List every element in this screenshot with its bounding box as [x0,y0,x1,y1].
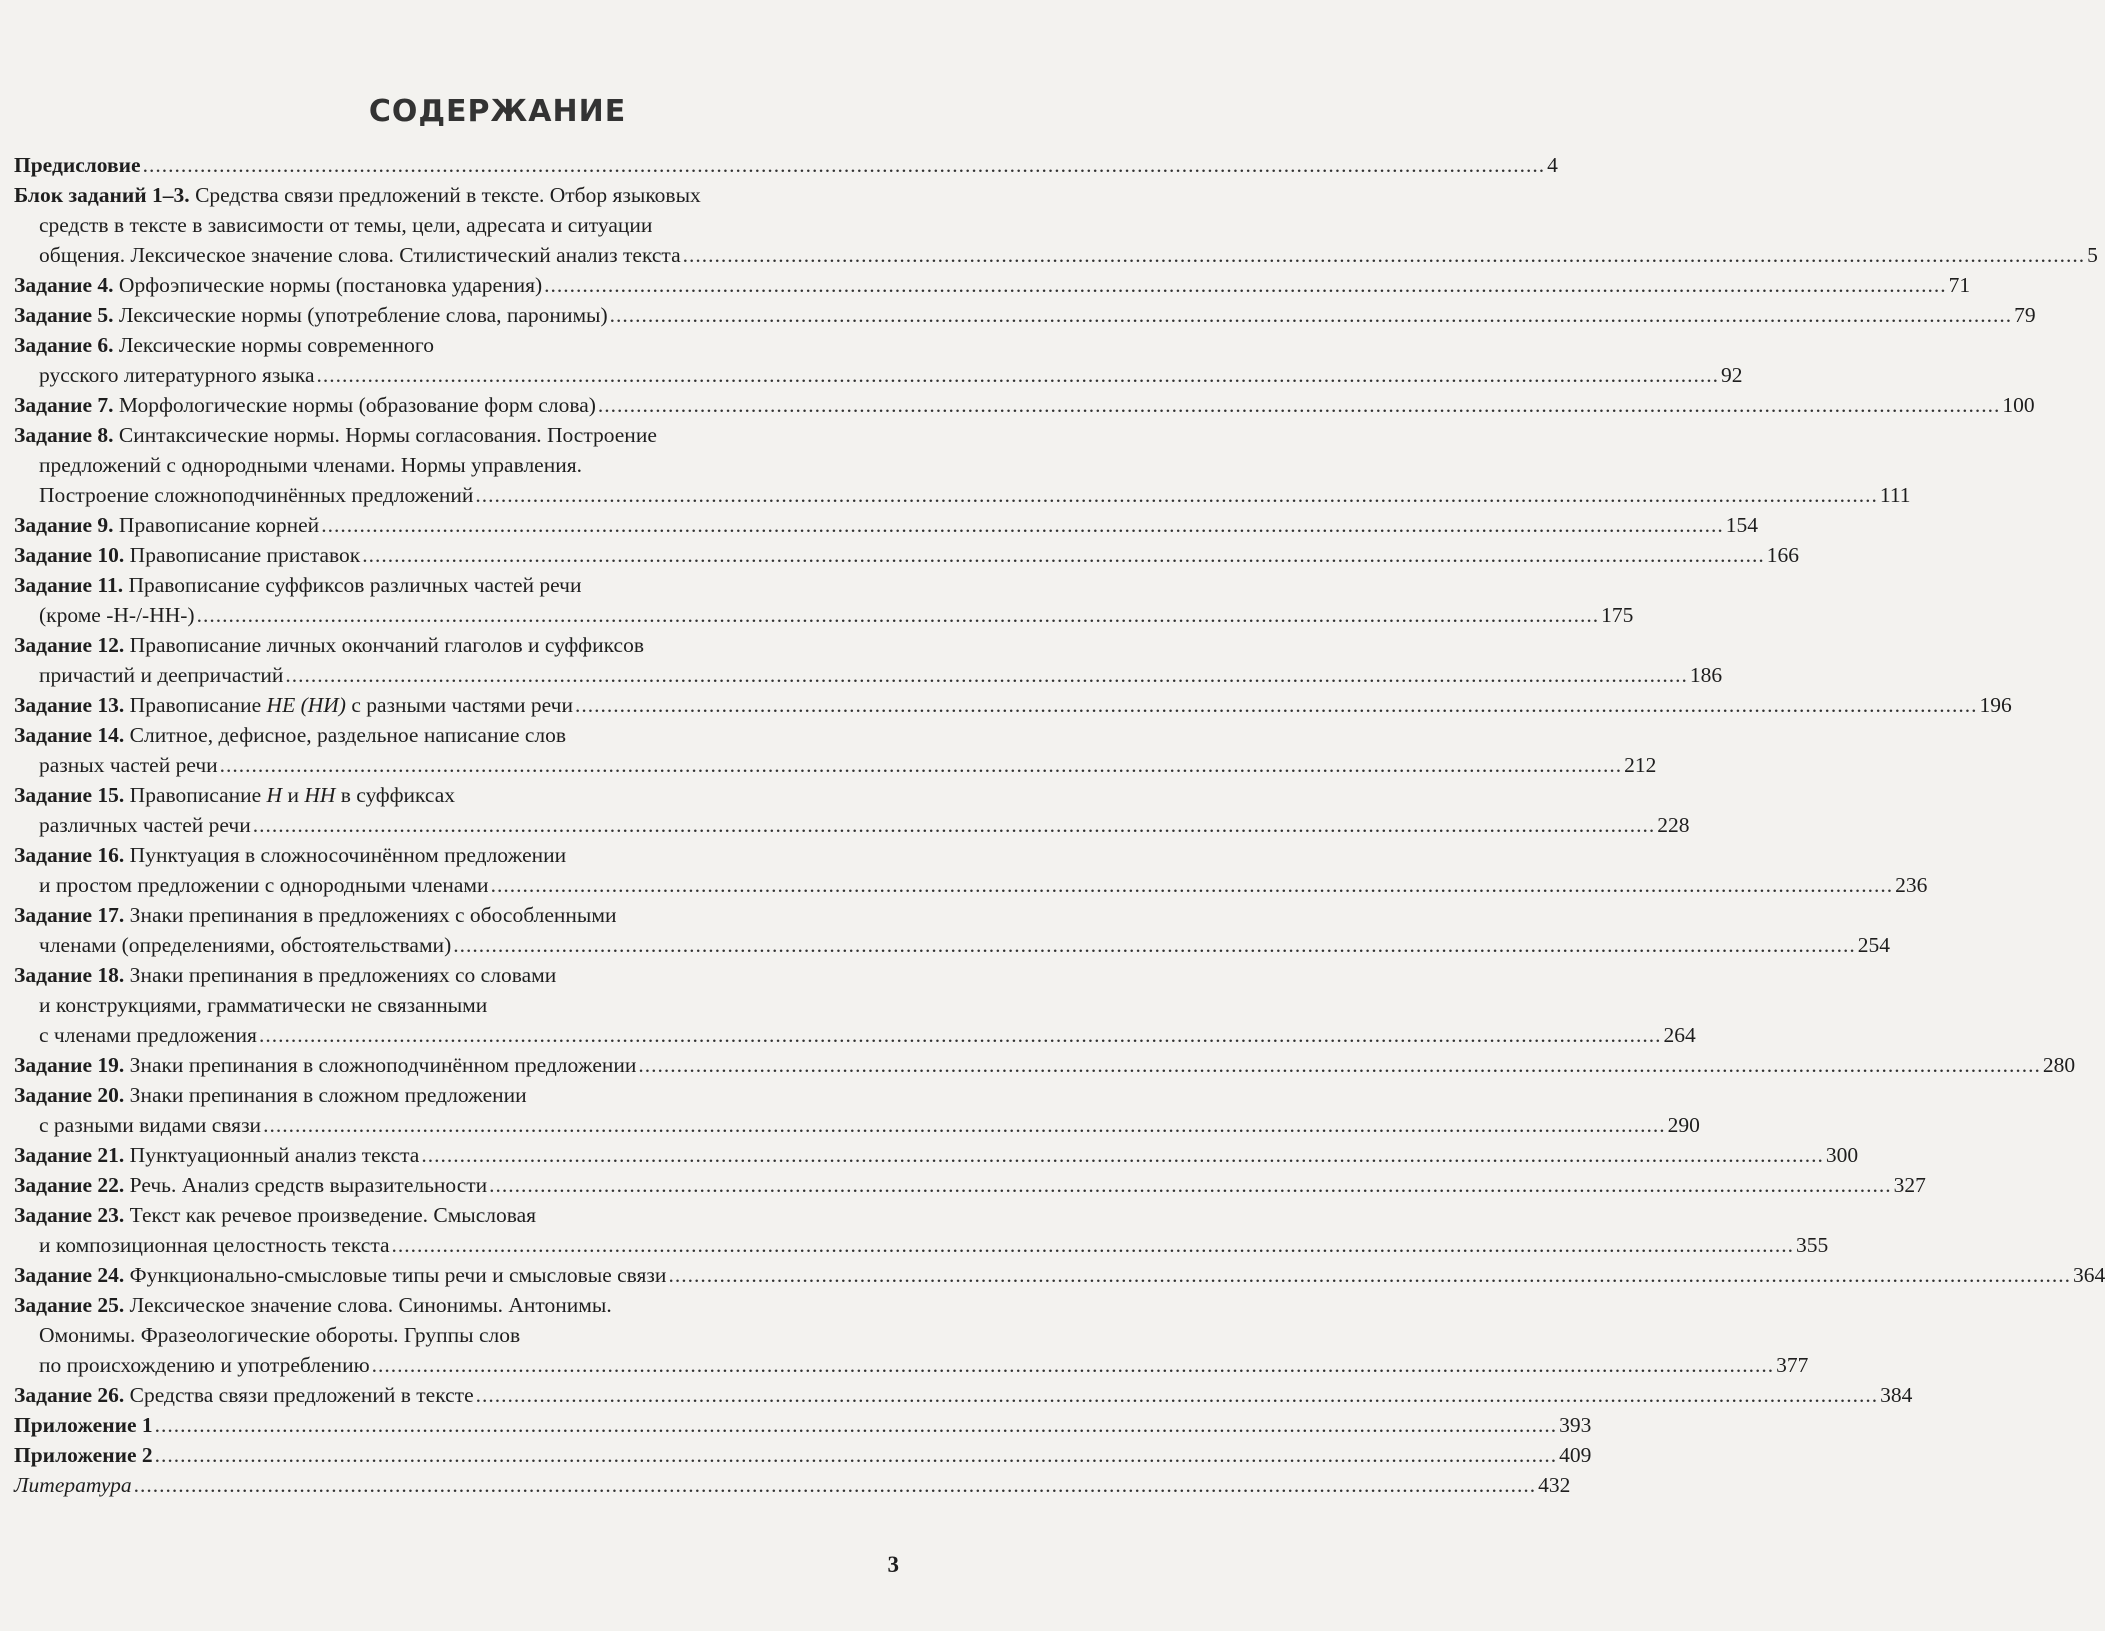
toc-line [14,840,903,870]
toc-entry-text: Средства связи предложений в тексте [124,1383,474,1407]
toc-line [14,1410,1592,1440]
toc-entry[interactable] [14,420,1911,510]
toc-line [14,240,2098,270]
table-of-contents [14,150,2105,1500]
toc-page-number: 355 [1796,1233,1829,1257]
toc-entry-label: Задание 4. [14,273,114,297]
dot-leader: ............................................................................................................................................................................................................................ [154,1413,1558,1437]
toc-entry-label: Задание 25. [14,1293,125,1317]
toc-line [14,1230,1829,1260]
toc-entry[interactable] [14,1080,1700,1140]
toc-entry-text: Морфологические нормы (образование форм слова) [113,393,596,417]
toc-entry-text: (кроме -Н-/-НН-) [39,603,195,627]
toc-line-text [39,930,451,960]
toc-entry-label: Задание 20. [14,1083,125,1107]
toc-line [14,870,1928,900]
toc-entry[interactable] [14,180,2098,270]
toc-entry[interactable] [14,1050,2076,1080]
toc-entry-text: Слитное, дефисное, раздельное написание слов [124,723,567,747]
toc-line [14,1140,1859,1170]
toc-line-text [14,1170,487,1200]
toc-entry-text: с членами предложения [39,1023,257,1047]
toc-line [14,960,903,990]
toc-entry-label: Задание 9. [14,513,114,537]
toc-line [14,1200,903,1230]
toc-line-text [39,1230,390,1260]
toc-entry-text: Орфоэпические нормы (постановка ударения) [113,273,543,297]
toc-line-text [14,1380,474,1410]
toc-entry-label: Задание 19. [14,1053,125,1077]
toc-line-text [39,240,681,270]
toc-page-number: 92 [1721,363,1743,387]
toc-entry-text: Правописание личных окончаний глаголов и суффиксов [124,633,644,657]
dot-leader: ............................................................................................................................................................................................................................ [219,753,1623,777]
toc-line [14,300,2036,330]
toc-line-text [14,1083,527,1107]
toc-page-number: 364 [2072,1263,2105,1287]
toc-page-number: 409 [1559,1443,1592,1467]
toc-entry[interactable] [14,540,1799,570]
toc-line [14,540,1799,570]
toc-line [14,330,903,360]
toc-page-number: 79 [2014,303,2036,327]
toc-entry-text: Знаки препинания в предложениях со словами [124,963,557,987]
toc-line-text [14,1410,153,1440]
toc-entry[interactable] [14,390,2035,420]
toc-line-text [14,300,608,330]
dot-leader: ............................................................................................................................................................................................................................ [316,363,1719,387]
toc-line-text [14,540,360,570]
toc-entry-text: Средства связи предложений в тексте. Отбор языковых [189,183,701,207]
toc-page-number: 4 [1547,153,1558,177]
toc-entry-text: Пунктуация в сложносочинённом предложении [124,843,567,867]
toc-entry-text: Правописание НЕ (НИ) с разными частями речи [124,693,573,717]
toc-entry[interactable] [14,150,1558,180]
dot-leader: ............................................................................................................................................................................................................................ [258,1023,1662,1047]
toc-line [14,750,1657,780]
toc-entry[interactable] [14,300,2036,330]
toc-entry-text: по происхождению и употреблению [39,1353,370,1377]
toc-entry-text: Лексическое значение слова. Синонимы. Антонимы. [124,1293,612,1317]
toc-line [14,780,903,810]
toc-page-number: 393 [1559,1413,1592,1437]
toc-entry-text: общения. Лексическое значение слова. Стилистический анализ текста [39,243,681,267]
toc-page-number: 154 [1725,513,1758,537]
toc-entry[interactable] [14,1200,1829,1260]
toc-entry-text: причастий и деепричастий [39,663,284,687]
dot-leader: ............................................................................................................................................................................................................................ [544,273,1947,297]
toc-page-number: 71 [1948,273,1971,297]
toc-page-number: 175 [1601,603,1634,627]
toc-entry-label: Задание 11. [14,573,124,597]
toc-line [14,150,1558,180]
toc-entry-label: Приложение 1 [14,1413,153,1437]
toc-line [14,930,1890,960]
toc-entry-label: Задание 6. [14,333,114,357]
toc-line-text [39,360,315,390]
toc-line [14,1440,1592,1470]
toc-line-text [14,270,542,300]
toc-page-number: 327 [1893,1173,1926,1197]
toc-line-text [14,1140,419,1170]
dot-leader: ............................................................................................................................................................................................................................ [321,513,1724,537]
toc-line [14,1110,1700,1140]
dot-leader: ............................................................................................................................................................................................................................ [133,1473,1537,1497]
toc-line-text [39,870,489,900]
toc-entry-text: Правописание корней [113,513,320,537]
toc-line-text [39,1350,370,1380]
toc-entry-text: Речь. Анализ средств выразительности [124,1173,488,1197]
toc-entry-text: Омонимы. Фразеологические обороты. Группы слов [39,1323,521,1347]
toc-entry-label: Задание 12. [14,633,125,657]
toc-entry-text: Правописание суффиксов различных частей речи [123,573,582,597]
toc-entry-text: Построение сложноподчинённых предложений [39,483,474,507]
toc-entry-text: Знаки препинания в сложноподчинённом предложении [124,1053,637,1077]
toc-entry-label: Задание 23. [14,1203,125,1227]
toc-entry[interactable] [14,1470,1571,1500]
toc-entry-label: Блок заданий 1–3. [14,183,190,207]
toc-line [14,1260,2105,1290]
toc-entry[interactable] [14,1440,1592,1470]
toc-entry[interactable] [14,510,1758,540]
toc-line [14,810,1690,840]
dot-leader: ............................................................................................................................................................................................................................ [252,813,1656,837]
dot-leader: ............................................................................................................................................................................................................................ [609,303,2013,327]
toc-entry[interactable] [14,1170,1926,1200]
toc-line [14,570,903,600]
toc-line [14,900,903,930]
toc-page-number: 100 [2002,393,2035,417]
toc-entry-text: Правописание Н и НН в суффиксах [124,783,456,807]
toc-entry[interactable] [14,1290,1809,1380]
toc-entry[interactable] [14,900,1890,960]
toc-page-number: 254 [1857,933,1890,957]
toc-entry-label: Литература [14,1473,132,1497]
toc-line-text [14,510,319,540]
toc-entry-label: Задание 17. [14,903,125,927]
dot-leader: ............................................................................................................................................................................................................................ [490,873,1894,897]
toc-entry-label: Задание 21. [14,1143,125,1167]
toc-entry-label: Предисловие [14,153,141,177]
toc-entry-text: разных частей речи [39,753,218,777]
toc-line [14,390,2035,420]
toc-line-text [39,1323,520,1347]
toc-entry-label: Задание 10. [14,543,125,567]
toc-page-number: 280 [2042,1053,2076,1077]
toc-line [14,600,1634,630]
toc-line-text [14,573,582,597]
toc-entry-label: Задание 15. [14,783,125,807]
toc-entry-text: различных частей речи [39,813,251,837]
toc-line [14,1320,903,1350]
toc-line-text [14,1260,666,1290]
toc-line [14,480,1911,510]
toc-line [14,660,1723,690]
toc-entry[interactable] [14,690,2012,720]
toc-entry-text: с разными видами связи [39,1113,262,1137]
toc-line [14,690,2012,720]
toc-entry[interactable] [14,1380,1913,1410]
dot-leader: ............................................................................................................................................................................................................................ [638,1053,2041,1077]
toc-line-text [14,783,455,807]
toc-line-text [14,903,616,927]
toc-entry-text: и композиционная целостность текста [39,1233,390,1257]
dot-leader: ............................................................................................................................................................................................................................ [362,543,1765,567]
toc-line-text [14,150,141,180]
toc-entry-text: русского литературного языка [39,363,315,387]
toc-entry[interactable] [14,570,1634,630]
toc-entry-text: Лексические нормы (употребление слова, паронимы) [113,303,608,327]
toc-entry-text: Лексические нормы современного [113,333,434,357]
toc-entry-text: членами (определениями, обстоятельствами) [39,933,452,957]
toc-entry-text: Текст как речевое произведение. Смысловая [124,1203,537,1227]
toc-page-number: 384 [1880,1383,1913,1407]
toc-line-text [14,723,566,747]
toc-page-number: 236 [1895,873,1928,897]
toc-page-number: 212 [1624,753,1657,777]
toc-line [14,510,1758,540]
toc-entry-text: Синтаксические нормы. Нормы согласования. Построение [113,423,657,447]
toc-page-number: 186 [1689,663,1723,687]
toc-entry-label: Задание 26. [14,1383,125,1407]
dot-leader: ............................................................................................................................................................................................................................ [196,603,1600,627]
toc-line-text [14,1050,636,1080]
toc-line-text [14,1440,153,1470]
toc-entry[interactable] [14,630,1723,690]
toc-entry-text: Функционально-смысловые типы речи и смысловые связи [124,1263,667,1287]
toc-entry[interactable] [14,780,1690,840]
toc-line [14,450,903,480]
dot-leader: ............................................................................................................................................................................................................................ [391,1233,1795,1257]
toc-line [14,1350,1809,1380]
toc-line-text [14,1293,612,1317]
toc-line-text [39,660,283,690]
toc-page-number: 264 [1663,1023,1696,1047]
dot-leader: ............................................................................................................................................................................................................................ [371,1353,1775,1377]
toc-line-text [14,963,556,987]
toc-line-text [39,993,487,1017]
toc-entry-text: Знаки препинания в сложном предложении [124,1083,527,1107]
page-title: СОДЕРЖАНИЕ [368,94,627,129]
toc-line [14,720,903,750]
dot-leader: ............................................................................................................................................................................................................................ [421,1143,1824,1167]
dot-leader: ............................................................................................................................................................................................................................ [682,243,2086,267]
toc-line-text [39,600,195,630]
toc-entry-label: Задание 24. [14,1263,125,1287]
toc-line [14,990,903,1020]
toc-entry-label: Приложение 2 [14,1443,153,1467]
toc-entry-text: Пунктуационный анализ текста [124,1143,420,1167]
toc-entry[interactable] [14,960,1696,1050]
toc-entry-label: Задание 7. [14,393,114,417]
dot-leader: ............................................................................................................................................................................................................................ [263,1113,1666,1137]
toc-line-text [39,213,652,237]
dot-leader: ............................................................................................................................................................................................................................ [285,663,1688,687]
toc-entry[interactable] [14,330,1743,390]
toc-entry-label: Задание 18. [14,963,125,987]
dot-leader: ............................................................................................................................................................................................................................ [668,1263,2071,1287]
toc-line-text [14,423,657,447]
toc-line [14,1380,1913,1410]
toc-page-number: 290 [1667,1113,1700,1137]
toc-line-text [14,1470,132,1500]
toc-entry-text: Знаки препинания в предложениях с обособленными [124,903,617,927]
toc-entry[interactable] [14,1410,1592,1440]
toc-line [14,180,903,210]
toc-entry-label: Задание 22. [14,1173,125,1197]
dot-leader: ............................................................................................................................................................................................................................ [597,393,2001,417]
toc-page-number: 166 [1766,543,1799,567]
toc-entry-label: Задание 14. [14,723,125,747]
dot-leader: ............................................................................................................................................................................................................................ [475,483,1878,507]
toc-page-number: 300 [1825,1143,1859,1167]
toc-line-text [14,633,644,657]
toc-line [14,420,903,450]
dot-leader: ............................................................................................................................................................................................................................ [475,1383,1879,1407]
toc-entry-label: Задание 16. [14,843,125,867]
dot-leader: ............................................................................................................................................................................................................................ [574,693,1978,717]
toc-line-text [14,690,573,720]
toc-entry-label: Задание 8. [14,423,114,447]
toc-line-text [39,1110,261,1140]
toc-line-text [14,390,596,420]
toc-page-number: 377 [1776,1353,1809,1377]
toc-entry-label: Задание 5. [14,303,114,327]
toc-line [14,1020,1696,1050]
toc-page-number: 432 [1538,1473,1571,1497]
toc-line-text [14,1203,536,1227]
toc-line-text [14,183,701,207]
toc-entry[interactable] [14,270,1971,300]
toc-entry-text: Правописание приставок [124,543,361,567]
toc-page-number: 111 [1879,483,1911,507]
toc-page-number: 5 [2087,243,2098,267]
toc-line-text [39,750,218,780]
toc-entry-text: и простом предложении с однородными членами [39,873,489,897]
toc-line [14,210,903,240]
dot-leader: ............................................................................................................................................................................................................................ [154,1443,1558,1467]
toc-line [14,360,1743,390]
toc-entry-text: предложений с однородными членами. Нормы управления. [39,453,582,477]
toc-entry[interactable] [14,840,1928,900]
toc-line [14,270,1971,300]
dot-leader: ............................................................................................................................................................................................................................ [489,1173,1892,1197]
toc-line-text [14,843,566,867]
toc-line-text [14,333,434,357]
toc-entry[interactable] [14,1260,2105,1290]
toc-line [14,1050,2076,1080]
toc-line [14,1470,1571,1500]
toc-page-number: 228 [1657,813,1690,837]
toc-entry-label: Задание 13. [14,693,125,717]
dot-leader: ............................................................................................................................................................................................................................ [453,933,1856,957]
toc-line [14,1170,1926,1200]
toc-line-text [39,453,582,477]
toc-line [14,1290,903,1320]
toc-entry-text: и конструкциями, грамматически не связанными [39,993,488,1017]
toc-line [14,630,903,660]
toc-entry[interactable] [14,1140,1859,1170]
toc-entry-text: средств в тексте в зависимости от темы, цели, адресата и ситуации [39,213,653,237]
toc-line [14,1080,903,1110]
page-number: 3 [887,1552,899,1577]
toc-entry[interactable] [14,720,1657,780]
toc-line-text [39,1020,257,1050]
toc-page-number: 196 [1979,693,2012,717]
dot-leader: ............................................................................................................................................................................................................................ [142,153,1546,177]
toc-line-text [39,810,251,840]
toc-line-text [39,480,473,510]
